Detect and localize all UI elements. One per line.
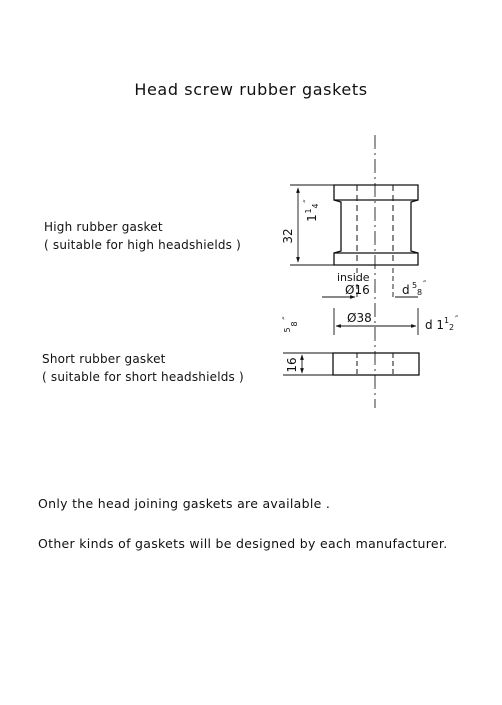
svg-text:4: 4 xyxy=(311,203,320,209)
svg-text:8: 8 xyxy=(417,288,423,297)
short-gasket-name: Short rubber gasket xyxy=(42,352,166,366)
svg-text:2: 2 xyxy=(449,323,455,332)
svg-text:d: d xyxy=(402,283,410,297)
svg-text:d 1: d 1 xyxy=(425,318,445,332)
short-height-mm: 16 xyxy=(285,357,299,373)
svg-text:8: 8 xyxy=(290,321,299,327)
high-height-inch xyxy=(303,199,320,222)
svg-text:1: 1 xyxy=(305,214,319,222)
svg-text:1: 1 xyxy=(444,316,450,325)
high-gasket-name: High rubber gasket xyxy=(44,220,163,234)
short-height-inch xyxy=(282,316,299,333)
inside-label: inside xyxy=(337,271,370,284)
svg-text:5: 5 xyxy=(283,327,292,333)
svg-text:″: ″ xyxy=(423,280,427,290)
svg-text:″: ″ xyxy=(282,316,292,320)
short-gasket-note: ( suitable for short headshields ) xyxy=(42,370,244,384)
short-gasket-drawing xyxy=(333,353,419,375)
availability-note: Only the head joining gaskets are available . xyxy=(38,496,331,511)
outer-diameter-mm: Ø38 xyxy=(347,311,372,325)
svg-text:″: ″ xyxy=(455,315,459,325)
inner-diameter-mm: Ø16 xyxy=(345,283,370,297)
high-height-dimension xyxy=(290,185,334,265)
outer-diameter-inch xyxy=(425,315,459,332)
svg-text:″: ″ xyxy=(303,199,313,203)
high-gasket-drawing xyxy=(334,185,418,265)
high-gasket-note: ( suitable for high headshields ) xyxy=(44,238,242,252)
svg-text:1: 1 xyxy=(304,208,313,214)
manufacturer-note: Other kinds of gaskets will be designed by each manufacturer. xyxy=(38,536,448,551)
inner-diameter-inch xyxy=(402,280,427,297)
page-title: Head screw rubber gaskets xyxy=(134,80,368,99)
high-height-mm: 32 xyxy=(281,228,295,244)
svg-text:5: 5 xyxy=(412,281,418,290)
